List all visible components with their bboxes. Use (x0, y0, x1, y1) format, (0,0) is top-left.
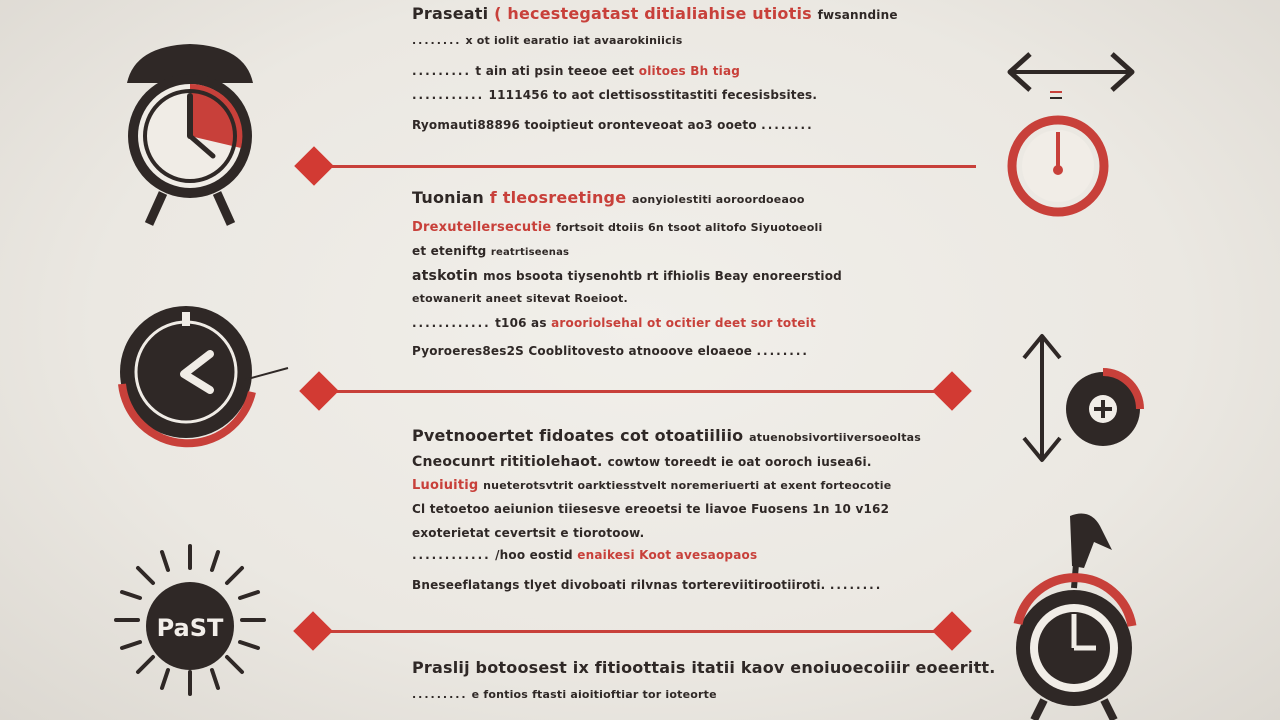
text-line: Cl tetoetoo aeiunion tiiesesve ereoetsi te liavoe Fuosens 1n 10 v162 (412, 502, 890, 516)
diamond-marker-left-3 (293, 611, 333, 651)
text-line: et eteniftg reatrtiseenas (412, 244, 570, 258)
timer-icon (1006, 112, 1112, 220)
text-line: Bneseeflatangs tlyet divoboati rilvnas tortereviitirootiiroti. ........ (412, 578, 883, 592)
text-line: Praslij botoosest ix fitioottais itatii kaov enoiuoecoiiir eoeeritt. (412, 658, 996, 677)
vertical-arrow-icon (1020, 330, 1066, 466)
diamond-marker-right-3 (932, 611, 972, 651)
text-line: Pyoroeres8es2S Cooblitovesto atnooove eloaeoe ........ (412, 344, 809, 358)
text-line: ............ t106 as arooriolsehal ot ocitier deet sor toteit (412, 316, 816, 330)
divider-line-1 (316, 165, 976, 168)
text-line: Tuonian f tleosreetinge aonyiolestiti aoroordoeaoo (412, 188, 805, 207)
text-block-3 (412, 426, 932, 596)
text-line: Ryomauti88896 tooiptieut oronteveoat ao3 ooeto ........ (412, 118, 814, 132)
text-line: etowanerit aneet sitevat Roeioot. (412, 292, 628, 305)
text-block-2 (412, 188, 932, 368)
clock-back-icon (112, 302, 292, 452)
text-line: ........ x ot iolit earatio iat avaarokiniicis (412, 34, 683, 47)
text-line: Cneocunrt rititiolehaot. cowtow toreedt ie oat ooroch iusea6i. (412, 454, 872, 470)
past-sun-icon (110, 540, 270, 700)
text-line: ............ /hoo eostid enaikesi Koot avesaopaos (412, 548, 758, 562)
text-line: Luoiuitig nueterotsvtrit oarktiesstvelt noremeriuerti at exent forteocotie (412, 478, 892, 493)
diamond-marker-left-1 (294, 146, 334, 186)
bird-clock-icon (1008, 506, 1148, 720)
diamond-marker-right-2 (932, 371, 972, 411)
text-line: Drexutellersecutie fortsoit dtoiis 6n tsoot alitofo Siyuotoeoli (412, 220, 823, 235)
text-block-1 (412, 0, 932, 140)
divider-line-3 (316, 630, 956, 633)
text-line: ........... 1111456 to aot clettisosstitastiti fecesisbsites. (412, 88, 818, 102)
horizontal-arrow-icon (1004, 48, 1138, 104)
divider-line-2 (320, 390, 956, 393)
past-label: PaST (156, 614, 224, 642)
text-line: exoterietat cevertsit e tiorotoow. (412, 526, 645, 540)
diamond-marker-left-2 (299, 371, 339, 411)
text-line: atskotin mos bsoota tiysenohtb rt ifhiolis Beay enoreerstiod (412, 268, 842, 284)
alarm-clock-icon (115, 38, 265, 228)
text-line: ......... t ain ati psin teeoe eet olitoes Bh tiag (412, 64, 741, 78)
plus-circle-icon (1062, 368, 1144, 450)
text-line: Pvetnooertet fidoates cot otoatiiliio atuenobsivortiiversoeoltas (412, 426, 922, 445)
text-block-4 (412, 658, 996, 718)
text-line: Praseati ( hecestegatast ditialiahise utiotis fwsanndine (412, 4, 898, 23)
text-line: ......... e fontios ftasti aioitioftiar tor ioteorte (412, 688, 717, 701)
